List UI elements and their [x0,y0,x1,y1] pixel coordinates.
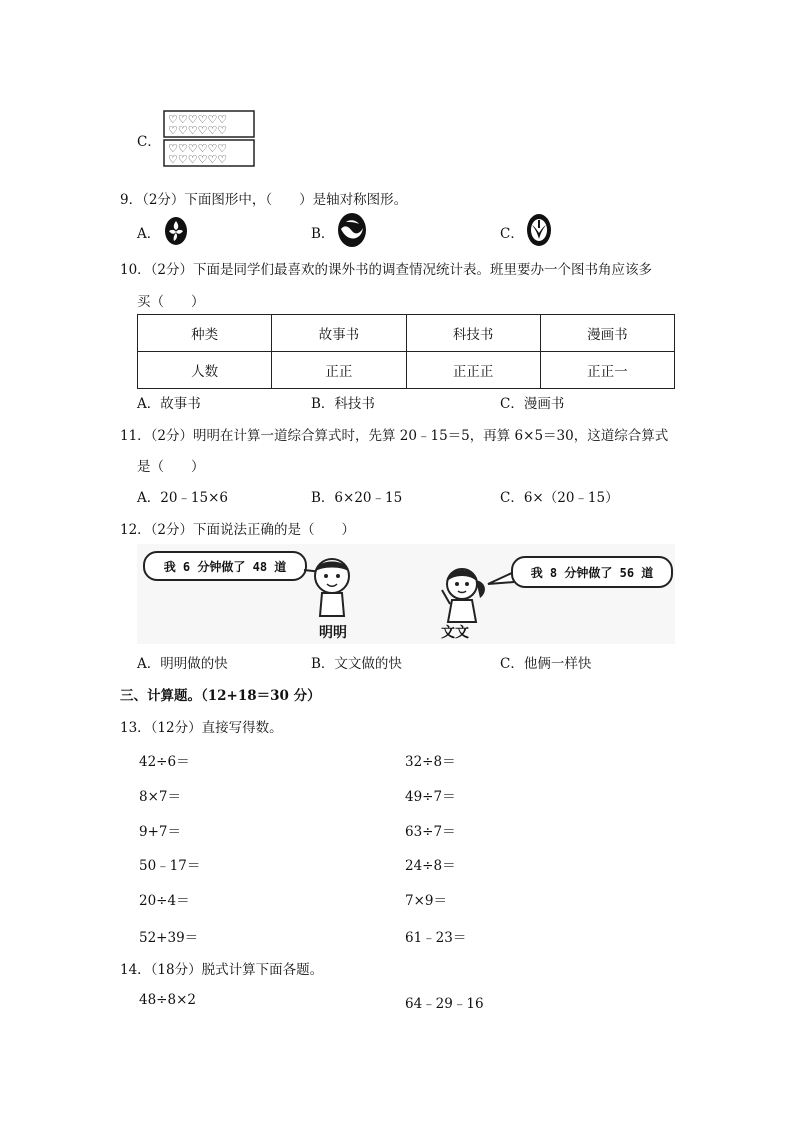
table-cell: 人数 [138,352,272,389]
calc-item: 20÷4＝ [139,893,190,909]
table-row [138,315,675,352]
calc-item: 52+39＝ [139,930,199,946]
q10-stem-line2: 买（ ） [137,294,205,310]
table-cell: 种类 [138,315,272,352]
bubble-tail [486,570,514,588]
q12-option-a: A．明明做的快 [137,656,228,672]
table-cell: 正正 [272,352,406,389]
q8-option-c-label: C． [137,134,161,150]
table-cell: 正正正 [406,352,540,389]
calc-item: 32÷8＝ [405,754,456,770]
calc-item: 7×9＝ [405,893,447,909]
flower-logo-icon [164,216,188,246]
calc-item: 8×7＝ [139,789,181,805]
q14-stem: 14．（18分）脱式计算下面各题。 [120,962,324,978]
q11-option-a: A．20﹣15×6 [137,490,229,506]
girl-name: 文文 [441,625,469,641]
q10-option-a: A．故事书 [137,396,201,412]
calc-item: 64﹣29﹣16 [405,996,484,1012]
q12-stem: 12．（2分）下面说法正确的是（ ） [120,522,356,538]
q9-option-a: A． [137,226,161,242]
q11-option-b: B．6×20﹣15 [311,490,403,506]
calc-item: 42÷6＝ [139,754,190,770]
svg-text:♡♡♡♡♡♡: ♡♡♡♡♡♡ [168,124,228,137]
calc-item: 61﹣23＝ [405,930,467,946]
section-title: 三、计算题。（12+18＝30 分） [120,688,321,704]
q12-option-c: C．他俩一样快 [500,656,592,672]
svg-text:♡♡♡♡♡♡: ♡♡♡♡♡♡ [168,153,228,166]
table-cell: 科技书 [406,315,540,352]
q12-option-b: B．文文做的快 [311,656,402,672]
leaf-logo-icon [526,213,552,247]
table-cell: 正正一 [540,352,674,389]
q9-stem: 9．（2分）下面图形中，（ ）是轴对称图形。 [120,192,408,208]
calc-item: 24÷8＝ [405,858,456,874]
q11-stem-line2: 是（ ） [137,459,205,475]
survey-table [137,314,675,389]
hearts-figure [162,110,258,168]
speech-bubble-left: 我 6 分钟做了 48 道 [143,551,307,581]
q9-option-b: B． [311,226,335,242]
table-cell: 故事书 [272,315,406,352]
table-cell: 漫画书 [540,315,674,352]
calc-item: 49÷7＝ [405,789,456,805]
speech-bubble-right: 我 8 分钟做了 56 道 [511,556,673,588]
q10-option-b: B．科技书 [311,396,375,412]
calc-item: 48÷8×2 [139,992,196,1008]
calc-item: 63÷7＝ [405,824,456,840]
boy-figure [300,550,362,620]
q9-option-c: C． [500,226,524,242]
calc-item: 50﹣17＝ [139,858,201,874]
swirl-logo-icon [337,212,367,248]
svg-text:♡♡♡♡♡♡: ♡♡♡♡♡♡ [168,113,228,126]
q10-stem-line1: 10．（2分）下面是同学们最喜欢的课外书的调查情况统计表。班里要办一个图书角应该多 [120,262,653,278]
table-row [138,352,675,389]
q11-stem-line1: 11．（2分）明明在计算一道综合算式时，先算 20﹣15＝5，再算 6×5＝30，这道综合算式 [120,428,669,444]
q10-option-c: C．漫画书 [500,396,565,412]
svg-text:♡♡♡♡♡♡: ♡♡♡♡♡♡ [168,142,228,155]
q11-option-c: C．6×（20﹣15） [500,490,619,506]
calc-item: 9+7＝ [139,824,181,840]
q13-stem: 13．（12分）直接写得数。 [120,720,283,736]
boy-name: 明明 [319,625,347,641]
